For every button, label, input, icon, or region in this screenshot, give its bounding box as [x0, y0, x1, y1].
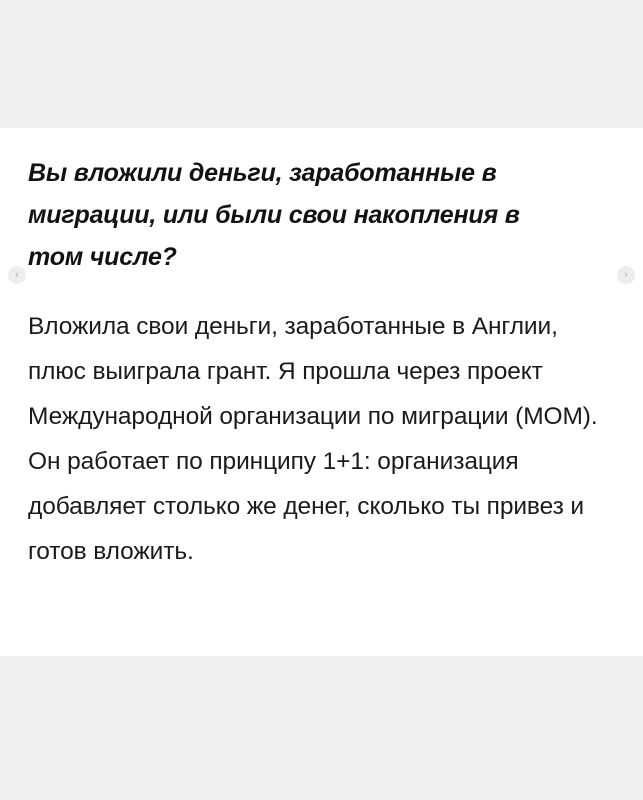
previous-slide-icon[interactable]: ‹	[8, 266, 26, 284]
story-content	[28, 152, 615, 574]
story-card	[0, 128, 643, 656]
next-slide-icon[interactable]: ›	[617, 266, 635, 284]
answer-text: Вложила свои деньги, заработанные в Англии, плюс выиграла грант. Я прошла через проект Международной организации по миграции (МОМ). Он работает по принципу 1+1: организация добавляет столько же денег, сколько ты привез и готов вложить.	[28, 313, 598, 565]
question-text: Вы вложили деньги, заработанные в миграции, или были свои накопления в том числе?	[28, 159, 520, 271]
